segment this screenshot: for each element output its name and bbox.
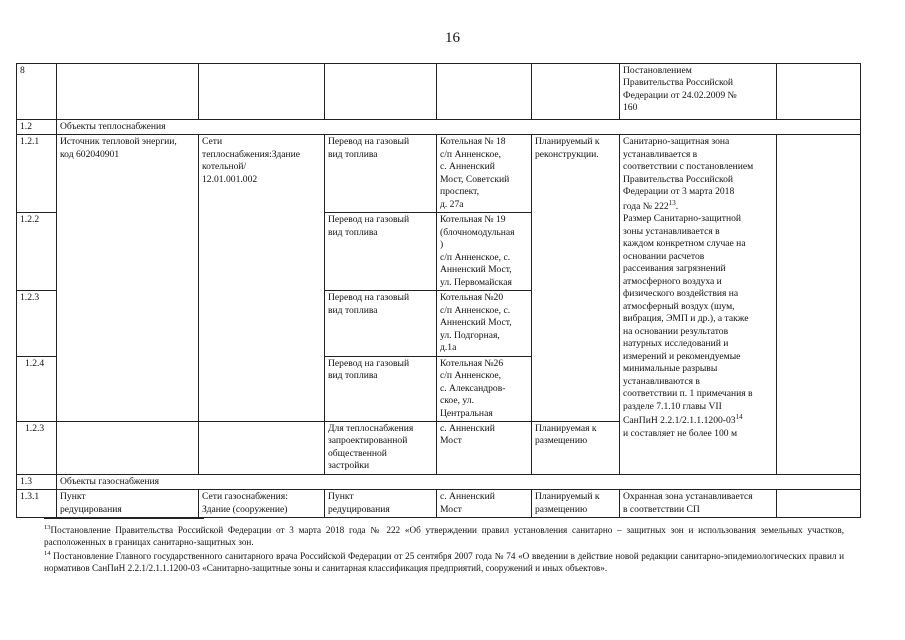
row-number: 1.3.1 (17, 490, 57, 518)
footnote-separator (44, 518, 204, 519)
status-cell: Планируемый к размещению (532, 490, 620, 518)
object-name-cell: Источник тепловой энергии, код 602040901 (57, 135, 199, 422)
purpose-cell: Перевод на газовый вид топлива (325, 135, 437, 213)
location-cell: с. Анненский Мост (437, 490, 532, 518)
section-title: Объекты газоснабжения (57, 474, 861, 489)
purpose-cell: Для теплоснабжения запроектированной общественной застройки (325, 421, 437, 474)
purpose-cell: Перевод на газовый вид топлива (325, 291, 437, 356)
sanitary-zone-cell: Санитарно-защитная зона устанавливается в соответствии с постановлением Правительства Российской Федерации от 3 марта 2018 года № $222^{13}$. Размер Санитарно-защитной зоны устанавливается в каждом конкретном случае на основании расчетов рассеивания загрязнений атмосферного воздуха и физического воздействия на атмосферный воздух (шум, вибрация, ЭМП и др.), а также на основании результатов натурных исследований и измерений и рекомендуемые минимальные разрывы устанавливаются в соответствии п. 1 примечания в разделе 7.1.10 главы VII СанПиН $2.2.1/2.1.1.1200-03^{14}$ и составляет не более 100 м (620, 135, 777, 474)
status-cell: Планируемая к размещению (532, 421, 620, 474)
row-number: 1.2.3 (17, 291, 57, 356)
table-row (17, 135, 861, 213)
object-name-cell: Пункт редуцирования (57, 490, 199, 518)
location-cell: с. Анненский Мост (437, 421, 532, 474)
location-cell: Котельная № 19 (блочномодульная ) с/п Анненское, с. Анненский Мост, ул. Первомайская (437, 213, 532, 291)
footnote-ref[interactable]: 13 (668, 198, 676, 207)
row-number: 1.2.4 (17, 356, 57, 421)
footnote-14: $^{14}$ Постановление Главного государственного санитарного врача Российской Федерации от 25 сентября 2007 года № 74 «О введении в действие новой редакции санитарно-эпидемиологических правил и нормативов СанПиН 2.2.1/2.1.1.1200-03 «Санитарно-защитные зоны и санитарная классификация предприятий, сооружений и иных объектов». (44, 549, 844, 574)
section-row (17, 120, 861, 135)
section-row (17, 474, 861, 489)
section-title: Объекты теплоснабжения (57, 120, 861, 135)
system-cell: Сети газоснабжения: Здание (сооружение) (199, 490, 325, 518)
table-row (17, 64, 861, 120)
protection-zone-cell: Охранная зона устанавливается в соответствии СП (620, 490, 777, 518)
location-cell: Котельная № 18 с/п Анненское, с. Анненский Мост, Советский проспект, д. 27а (437, 135, 532, 213)
row-number: 1.3 (17, 474, 57, 489)
row-number: 1.2.3 (17, 421, 57, 474)
row-number: 1.2 (17, 120, 57, 135)
footnotes (44, 524, 844, 576)
table-row (17, 490, 861, 518)
purpose-cell: Перевод на газовый вид топлива (325, 213, 437, 291)
purpose-cell: Перевод на газовый вид топлива (325, 356, 437, 421)
purpose-cell: Пункт редуцирования (325, 490, 437, 518)
location-cell: Котельная №20 с/п Анненское, с. Анненский Мост, ул. Подгорная, д.1а (437, 291, 532, 356)
footnote-ref[interactable]: 14 (735, 412, 743, 421)
regulation-cell: Постановлением Правительства Российской Федерации от 24.02.2009 № 160 (620, 64, 777, 120)
system-cell: Сети теплоснабжения:Здание котельной/ 12.01.001.002 (199, 135, 325, 422)
footnote-13: $^{13}$Постановление Правительства Российской Федерации от 3 марта 2018 года № 222 «Об утверждении правил установления санитарно – защитных зон и использования земельных участков, расположенных в границах санитарно-защитных зон. (44, 524, 844, 548)
page-number: 16 (445, 30, 460, 46)
location-cell: Котельная №26 с/п Анненское, с. Александров- ское, ул. Центральная (437, 356, 532, 421)
document-table (16, 63, 861, 518)
row-number: 1.2.1 (17, 135, 57, 213)
status-cell: Планируемый к реконструкции. (532, 135, 620, 422)
row-number: 1.2.2 (17, 213, 57, 291)
row-number: 8 (17, 64, 57, 120)
